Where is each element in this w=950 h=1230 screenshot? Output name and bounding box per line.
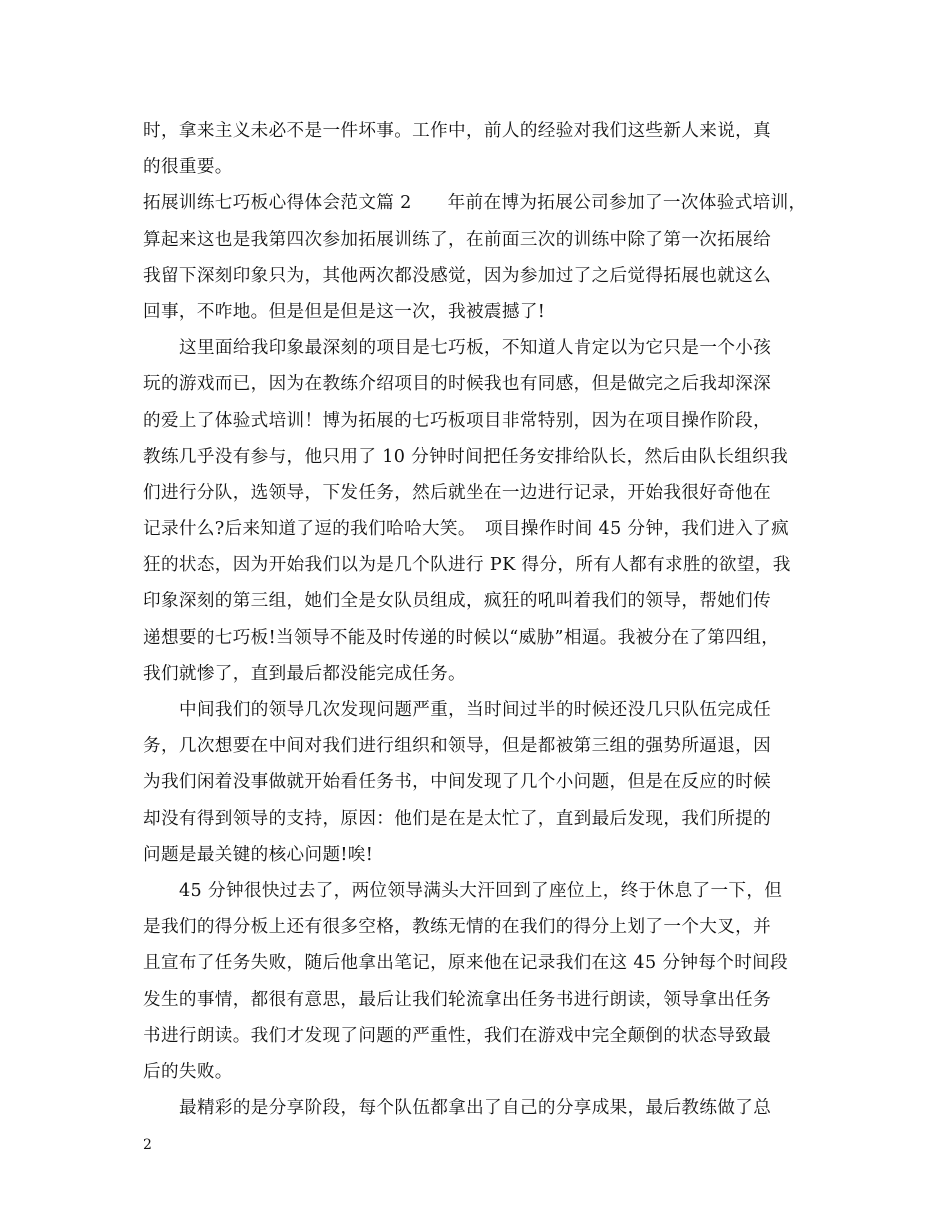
text-line: 务，几次想要在中间对我们进行组织和领导，但是都被第三组的强势所逼退，因 bbox=[143, 736, 772, 757]
text-line: 回事，不咋地。但是但是但是这一次，我被震撼了! bbox=[143, 301, 546, 322]
text-line: 的爱上了体验式培训！博为拓展的七巧板项目非常特别，因为在项目操作阶段， bbox=[143, 410, 772, 431]
text-line: 教练几乎没有参与，他只用了 10 分钟时间把任务安排给队长，然后由队长组织我 bbox=[143, 446, 789, 467]
text-line: 最精彩的是分享阶段，每个队伍都拿出了自己的分享成果，最后教练做了总 bbox=[179, 1098, 772, 1119]
text-line: 我们就惨了，直到最后都没能完成任务。 bbox=[143, 663, 466, 684]
text-line: 书进行朗读。我们才发现了问题的严重性，我们在游戏中完全颠倒的状态导致最 bbox=[143, 1025, 772, 1046]
text-line: 递想要的七巧板!当领导不能及时传递的时候以“威胁”相逼。我被分在了第四组， bbox=[143, 627, 780, 648]
text-line: 我留下深刻印象只为，其他两次都没感觉，因为参加过了之后觉得拓展也就这么 bbox=[143, 265, 772, 286]
text-line: 狂的状态，因为开始我们以为是几个队进行 PK 得分，所有人都有求胜的欲望，我 bbox=[143, 555, 791, 576]
text-line: 45 分钟很快过去了，两位领导满头大汗回到了座位上，终于休息了一下，但 bbox=[179, 880, 783, 901]
text-line: 算起来这也是我第四次参加拓展训练了，在前面三次的训练中除了第一次拓展给 bbox=[143, 229, 772, 250]
text-line: 问题是最关键的核心问题!唉! bbox=[143, 844, 374, 865]
document-body bbox=[143, 113, 823, 1126]
text-line: 这里面给我印象最深刻的项目是七巧板，不知道人肯定以为它只是一个小孩 bbox=[179, 338, 772, 359]
text-line: 后的失败。 bbox=[143, 1061, 233, 1082]
text-line: 且宣布了任务失败，随后他拿出笔记，原来他在记录我们在这 45 分钟每个时间段 bbox=[143, 953, 789, 974]
text-line: 发生的事情，都很有意思，最后让我们轮流拿出任务书进行朗读，领导拿出任务 bbox=[143, 989, 772, 1010]
text-line: 的很重要。 bbox=[143, 157, 233, 178]
text-line: 记录什么?后来知道了逗的我们哈哈大笑。 项目操作时间 45 分钟，我们进入了疯 bbox=[143, 519, 790, 540]
text-line: 拓展训练七巧板心得体会范文篇 2 年前在博为拓展公司参加了一次体验式培训， bbox=[143, 193, 807, 214]
text-line: 时，拿来主义未必不是一件坏事。工作中，前人的经验对我们这些新人来说，真 bbox=[143, 121, 772, 141]
text-line: 中间我们的领导几次发现问题严重，当时间过半的时候还没几只队伍完成任 bbox=[179, 700, 772, 720]
text-line: 却没有得到领导的支持，原因：他们是在是太忙了，直到最后发现，我们所提的 bbox=[143, 808, 772, 829]
text-line: 为我们闲着没事做就开始看任务书，中间发现了几个小问题，但是在反应的时候 bbox=[143, 772, 772, 793]
text-line: 是我们的得分板上还有很多空格，教练无情的在我们的得分上划了一个大叉，并 bbox=[143, 917, 772, 938]
text-line: 玩的游戏而已，因为在教练介绍项目的时候我也有同感，但是做完之后我却深深 bbox=[143, 374, 772, 395]
text-line: 印象深刻的第三组，她们全是女队员组成，疯狂的吼叫着我们的领导，帮她们传 bbox=[143, 591, 772, 612]
page-number: 2 bbox=[143, 1137, 152, 1153]
text-line: 们进行分队，选领导，下发任务，然后就坐在一边进行记录，开始我很好奇他在 bbox=[143, 482, 772, 503]
